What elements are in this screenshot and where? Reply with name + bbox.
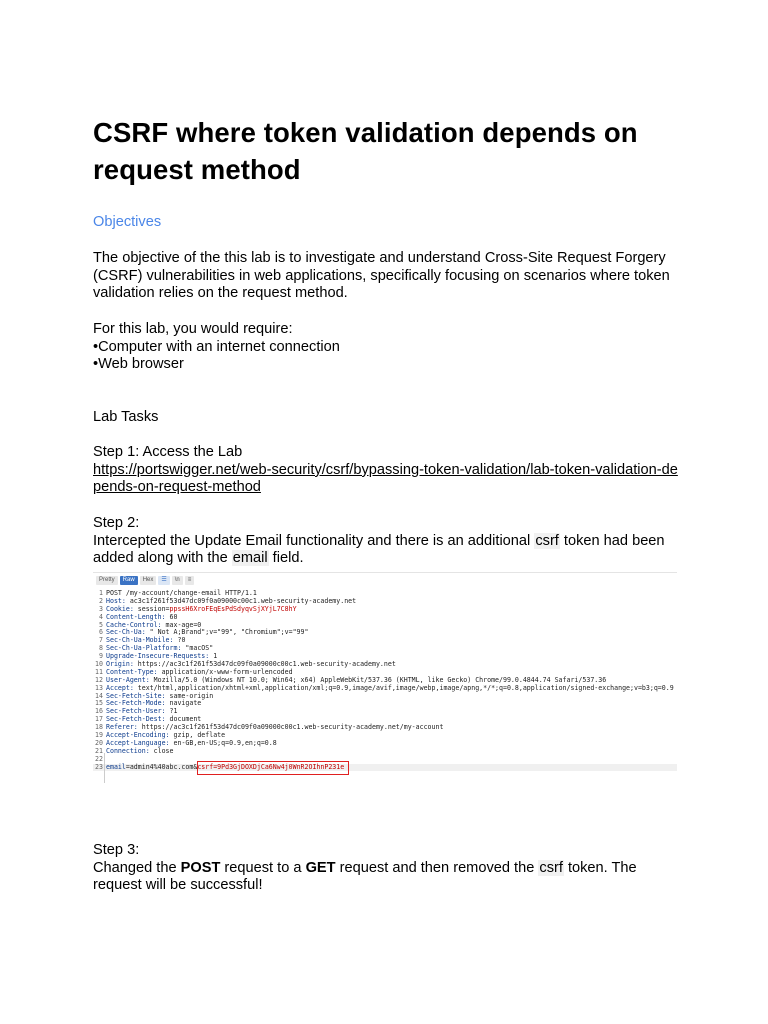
- step2-text-part: Intercepted the Update Email functionality and there is an additional: [93, 532, 535, 549]
- line-number: 20: [95, 738, 103, 747]
- menu-icon: ≡: [185, 576, 195, 585]
- tab-raw: Raw: [120, 576, 138, 585]
- header-name: Accept-Encoding:: [106, 731, 170, 740]
- header-value: POST /my-account/change-email HTTP/1.1: [106, 589, 257, 597]
- header-value: 60: [165, 612, 178, 621]
- inline-code-csrf: csrf: [535, 532, 559, 549]
- line-number: 7: [99, 636, 103, 645]
- request-line: [93, 740, 677, 748]
- step3-text: [93, 860, 683, 895]
- line-number: 8: [99, 644, 103, 653]
- header-value: https://ac3c1f261f53d47dc09f0a09000c00c1.web-security-academy.net/my-account: [137, 723, 444, 732]
- header-name: Accept:: [106, 683, 134, 692]
- inline-code-csrf: csrf: [539, 859, 563, 876]
- inline-code-email: email: [232, 550, 268, 567]
- editor-tabs: [96, 576, 194, 585]
- token-value: csrf=9Pd3GjDOXDjCa6Nw4j0WnR2OIhnP231e: [197, 762, 345, 771]
- lab-link[interactable]: https://portswigger.net/web-security/csrf/bypassing-token-validation/lab-token-validation-depends-on-request-method: [93, 461, 678, 496]
- page-title: CSRF where token validation depends on request method: [93, 117, 638, 185]
- header-name: Sec-Ch-Ua-Mobile:: [106, 636, 174, 645]
- header-name: Origin:: [106, 660, 134, 669]
- header-name: Sec-Fetch-Site:: [106, 691, 166, 700]
- line-number: 2: [99, 596, 103, 605]
- header-name: Sec-Fetch-Dest:: [106, 715, 166, 724]
- tab-hex: Hex: [140, 576, 157, 585]
- request-line: [93, 764, 677, 772]
- line-number: 23: [95, 762, 103, 771]
- step3-label: Step 3:: [93, 842, 140, 858]
- header-value: ac3c1f261f53d47dc09f0a09000c00c1.web-security-academy.net: [125, 596, 357, 605]
- burp-request-screenshot: [93, 572, 677, 785]
- csrf-highlight-box: [197, 761, 349, 775]
- header-name: Accept-Language:: [106, 738, 170, 747]
- step2-text-part: field.: [268, 550, 304, 567]
- header-value: close: [149, 746, 174, 755]
- token-value: ppssH6XroFEqEsPdSdyqvSjXYjL7C8hY: [169, 604, 297, 613]
- header-name: Cookie:: [106, 604, 134, 613]
- header-name: Sec-Fetch-User:: [106, 707, 166, 716]
- header-name: Sec-Ch-Ua-Platform:: [106, 644, 182, 653]
- intro-paragraph: The objective of the this lab is to investigate and understand Cross-Site Request Forgery (CSRF) vulnerabilities in web applications, specifically focusing on scenarios where token validation relies on the request method.: [93, 250, 670, 302]
- header-value: en-GB,en-US;q=0.9,en;q=0.8: [169, 738, 277, 747]
- bold-get: GET: [305, 859, 336, 876]
- header-name: Content-Type:: [106, 667, 158, 676]
- line-number: 5: [99, 620, 103, 629]
- step2-text-part: token had been added along with the: [93, 532, 665, 567]
- line-number: 22: [95, 754, 103, 763]
- line-number: 11: [95, 667, 103, 676]
- request-line: [93, 700, 677, 708]
- step3-block: [93, 842, 683, 895]
- header-value: document: [165, 715, 202, 724]
- header-value: https://ac3c1f261f53d47dc09f0a09000c00c1.web-security-academy.net: [133, 660, 396, 669]
- header-name: Sec-Ch-Ua:: [106, 628, 146, 637]
- line-number: 4: [99, 612, 103, 621]
- list-icon: ☰: [158, 576, 169, 585]
- line-number: 18: [95, 723, 103, 732]
- step1-block: [93, 444, 683, 497]
- header-value: "macOS": [181, 644, 214, 653]
- line-number: 10: [95, 660, 103, 669]
- header-value: navigate: [165, 699, 202, 708]
- line-number: 14: [95, 691, 103, 700]
- step3-text-part: Changed the: [93, 859, 181, 876]
- header-value: 1: [209, 652, 218, 661]
- step2-text: [93, 533, 683, 568]
- requirement-item: •Computer with an internet connection: [93, 338, 340, 355]
- tab-pretty: Pretty: [96, 576, 118, 585]
- bold-post: POST: [180, 859, 221, 876]
- requirement-item: •Web browser: [93, 356, 184, 373]
- requirements-lead: For this lab, you would require:: [93, 321, 293, 337]
- header-value: =admin4%40abc.com&: [125, 762, 198, 771]
- line-number: 9: [99, 652, 103, 661]
- header-value: " Not A;Brand";v="99", "Chromium";v="99": [145, 628, 309, 637]
- header-name: User-Agent:: [106, 675, 150, 684]
- line-number: 6: [99, 628, 103, 637]
- line-number: 19: [95, 731, 103, 740]
- header-name: Cache-Control:: [106, 620, 162, 629]
- line-number: 3: [99, 604, 103, 613]
- line-number: 12: [95, 675, 103, 684]
- newline-icon: \n: [172, 576, 183, 585]
- line-number: 16: [95, 707, 103, 716]
- line-number: 1: [99, 589, 103, 597]
- line-number: 15: [95, 699, 103, 708]
- editor-gutter-line: [104, 753, 105, 783]
- step3-text-part: request to a: [220, 859, 306, 876]
- request-lines: [93, 590, 677, 771]
- objectives-heading: Objectives: [93, 214, 162, 230]
- header-value: application/x-www-form-urlencoded: [157, 667, 293, 676]
- header-value: ?0: [173, 636, 186, 645]
- header-value: Mozilla/5.0 (Windows NT 10.0; Win64; x64) AppleWebKit/537.36 (KHTML, like Gecko) Chrome/99.0.4844.74 Safari/537.36: [149, 675, 607, 684]
- request-line: [93, 748, 677, 756]
- step2-label: Step 2:: [93, 515, 140, 531]
- step2-block: [93, 515, 683, 568]
- header-name: Connection:: [106, 746, 150, 755]
- request-line: [93, 606, 677, 614]
- header-name: email: [106, 762, 126, 771]
- lab-tasks-heading: Lab Tasks: [93, 409, 159, 425]
- header-value: same-origin: [165, 691, 214, 700]
- line-number: 17: [95, 715, 103, 724]
- header-name: Host:: [106, 596, 126, 605]
- step3-text-part: request and then removed the: [335, 859, 539, 876]
- line-number: 21: [95, 746, 103, 755]
- header-value: session=: [133, 604, 170, 613]
- header-name: Upgrade-Insecure-Requests:: [106, 652, 210, 661]
- step3-text-part: token. The request will be successful!: [93, 859, 637, 894]
- header-value: ?1: [165, 707, 178, 716]
- step1-label: Step 1: Access the Lab: [93, 444, 243, 460]
- header-name: Sec-Fetch-Mode:: [106, 699, 166, 708]
- header-value: text/html,application/xhtml+xml,application/xml;q=0.9,image/avif,image/webp,image/apng,*/*;q=0.8,application/signed-exchange;v=b3;q=0.9: [133, 683, 674, 692]
- line-number: 13: [95, 683, 103, 692]
- requirements-block: [93, 321, 683, 374]
- header-value: max-age=0: [161, 620, 202, 629]
- header-value: gzip, deflate: [169, 731, 226, 740]
- header-name: Content-Length:: [106, 612, 166, 621]
- header-name: Referer:: [106, 723, 138, 732]
